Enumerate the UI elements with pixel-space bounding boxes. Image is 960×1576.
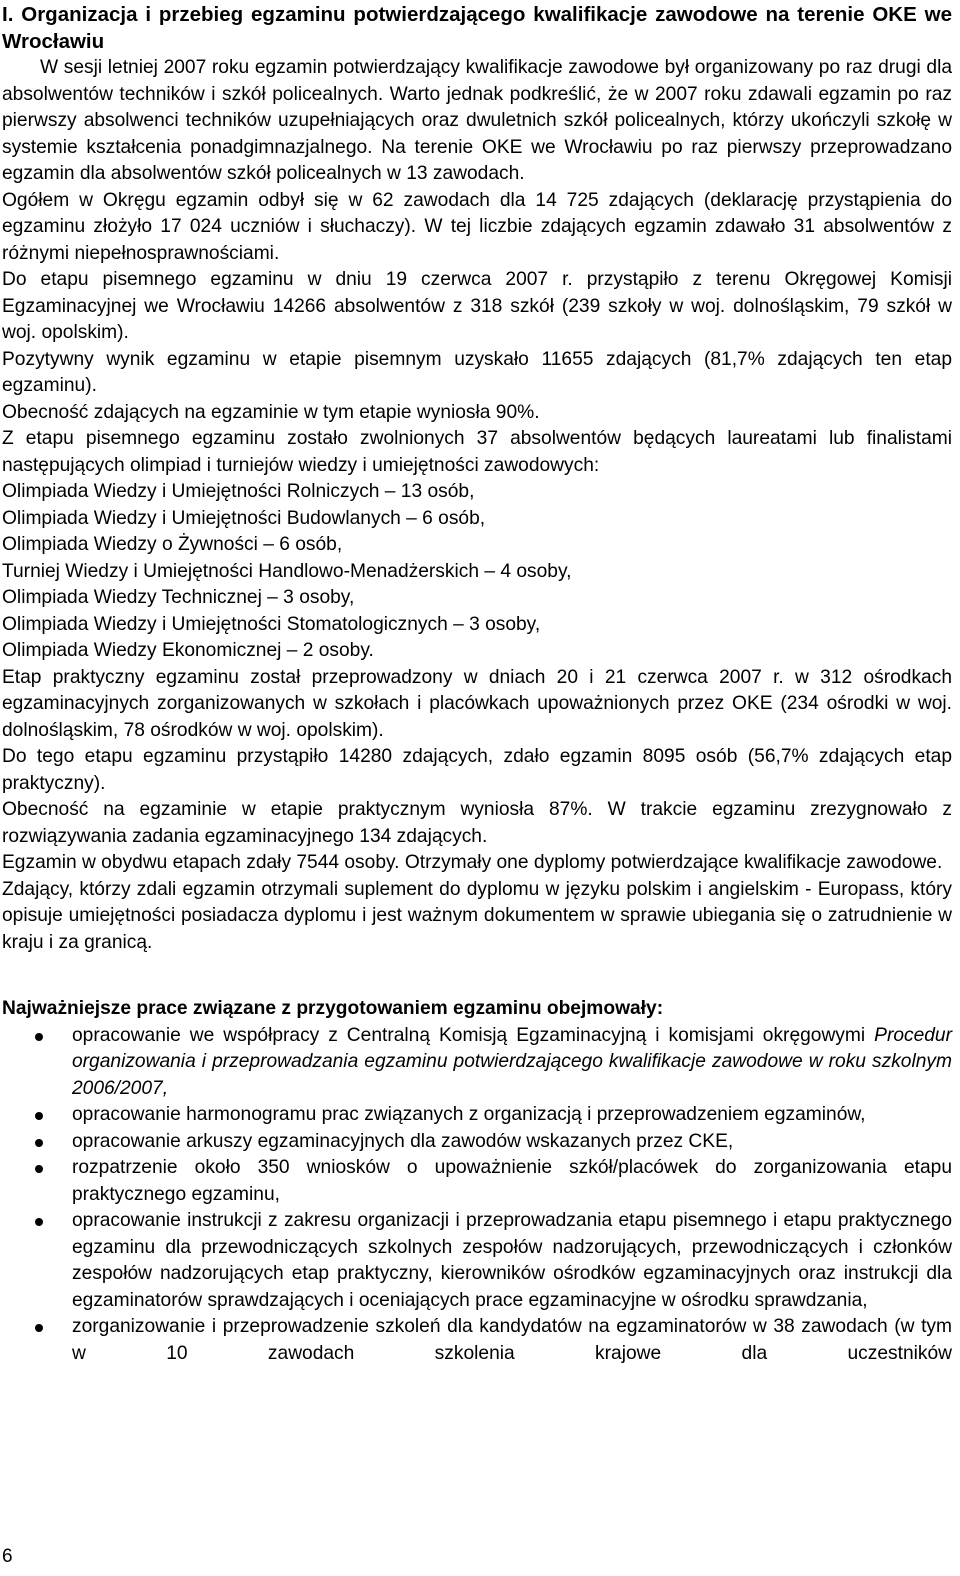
olympiad-item: Olimpiada Wiedzy i Umiejętności Rolniczych – 13 osób, — [2, 481, 475, 502]
bullet-icon — [35, 1139, 43, 1147]
task-item — [2, 1129, 952, 1156]
paragraph-totals: Ogółem w Okręgu egzamin odbył się w 62 zawodach dla 14 725 zdających (deklarację przystąpienia do egzaminu złożyło 17 024 uczniów i słuchaczy). W tej liczbie zdających egzamin zdawało 31 absolwentów z różnymi niepełnosprawnościami. — [2, 189, 952, 264]
olympiad-item: Olimpiada Wiedzy i Umiejętności Budowlanych – 6 osób, — [2, 507, 486, 529]
bullet-icon — [35, 1324, 43, 1332]
document-body — [2, 0, 952, 1367]
page-number: 6 — [2, 1546, 13, 1567]
olympiad-item: Olimpiada Wiedzy o Żywności – 6 osób, — [2, 534, 343, 555]
task-item — [2, 1023, 952, 1103]
paragraph-written-result: Pozytywny wynik egzaminu w etapie pisemnym uzyskało 11655 zdających (81,7% zdających ten etap egzaminu). — [2, 348, 952, 396]
paragraph-practical-attendance: Obecność na egzaminie w etapie praktycznym wyniosła 87%. W trakcie egzaminu zrezygnowało z rozwiązywania zadania egzaminacyjnego 134 zdających. — [2, 799, 952, 847]
olympiad-item: Olimpiada Wiedzy Ekonomicznej – 2 osoby. — [2, 640, 374, 661]
olympiad-list — [2, 479, 952, 665]
task-item — [2, 1208, 952, 1314]
paragraph-both-stages: Egzamin w obydwu etapach zdały 7544 osoby. Otrzymały one dyplomy potwierdzające kwalifikacje zawodowe. — [2, 852, 943, 873]
section-spacer — [2, 956, 952, 996]
task-text: rozpatrzenie około 350 wniosków o upoważnienie szkół/placówek do zorganizowania etapu praktycznego egzaminu, — [72, 1157, 952, 1205]
olympiad-item: Olimpiada Wiedzy Technicznej – 3 osoby, — [2, 587, 355, 608]
paragraph-written-stage: Do etapu pisemnego egzaminu w dniu 19 czerwca 2007 r. przystąpiło z terenu Okręgowej Komisji Egzaminacyjnej we Wrocławiu 14266 absolwentów z 318 szkół (239 szkoły w woj. dolnośląskim, 79 szkół w woj. opolskim). — [2, 269, 952, 343]
olympiad-item: Olimpiada Wiedzy i Umiejętności Stomatologicznych – 3 osoby, — [2, 613, 541, 635]
bullet-icon — [35, 1112, 43, 1120]
tasks-list — [2, 1023, 952, 1368]
task-item — [2, 1102, 952, 1129]
paragraph-written-attendance: Obecność zdających na egzaminie w tym etapie wyniosła 90%. — [2, 401, 540, 423]
tasks-heading: Najważniejsze prace związane z przygotowaniem egzaminu obejmowały: — [2, 998, 664, 1019]
paragraph-practical-result: Do tego etapu egzaminu przystąpiło 14280 zdających, zdało egzamin 8095 osób (56,7% zdających etap praktyczny). — [2, 746, 952, 794]
task-document-title: Procedur organizowania i przeprowadzania egzaminu potwierdzającego kwalifikacje zawodowe w roku szkolnym 2006/2007, — [72, 1024, 952, 1099]
task-item — [2, 1155, 952, 1208]
task-text: opracowanie we współpracy z Centralną Komisją Egzaminacyjną i komisjami okręgowymi — [72, 1024, 875, 1046]
task-text: opracowanie arkuszy egzaminacyjnych dla zawodów wskazanych przez CKE, — [72, 1130, 734, 1152]
task-text: opracowanie harmonogramu prac związanych z organizacją i przeprowadzeniem egzaminów, — [72, 1104, 866, 1125]
section-heading: I. Organizacja i przebieg egzaminu potwierdzającego kwalifikacje zawodowe na terenie OKE we Wrocławiu — [2, 3, 952, 53]
bullet-icon — [35, 1165, 43, 1173]
paragraph-intro: W sesji letniej 2007 roku egzamin potwierdzający kwalifikacje zawodowe był organizowany po raz drugi dla absolwentów techników i szkół policealnych. Warto jednak podkreślić, że w 2007 roku zdawali egzamin po raz pierwszy absolwenci techników uzupełniających oraz dwuletnich szkół policealnych, którzy ukończyli szkołę w systemie kształcenia ponadgimnazjalnego. Na terenie OKE we Wrocławiu po raz pierwszy przeprowadzano egzamin dla absolwentów szkół policealnych w 13 zawodach. — [2, 57, 952, 184]
task-text: opracowanie instrukcji z zakresu organizacji i przeprowadzania etapu pisemnego i etapu praktycznego egzaminu dla przewodniczących szkolnych zespołów nadzorujących, przewodniczących i członków zespołów nadzorujących etap praktyczny, kierowników ośrodków egzaminacyjnych oraz instrukcji dla egzaminatorów sprawdzających i oceniających prace egzaminacyjne w ośrodku sprawdzania, — [72, 1210, 952, 1311]
paragraph-practical-stage: Etap praktyczny egzaminu został przeprowadzony w dniach 20 i 21 czerwca 2007 r. w 312 ośrodkach egzaminacyjnych zorganizowanych w szkołach i placówkach upoważnionych przez OKE (234 ośrodki w woj. dolnośląskim, 78 ośrodków w woj. opolskim). — [2, 666, 952, 741]
bullet-icon — [35, 1218, 43, 1226]
task-item — [2, 1314, 952, 1367]
bullet-icon — [35, 1033, 43, 1041]
paragraph-exemptions: Z etapu pisemnego egzaminu zostało zwolnionych 37 absolwentów będących laureatami lub finalistami następujących olimpiad i turniejów wiedzy i umiejętności zawodowych: — [2, 428, 952, 476]
olympiad-item: Turniej Wiedzy i Umiejętności Handlowo-Menadżerskich – 4 osoby, — [2, 560, 572, 582]
paragraph-europass: Zdający, którzy zdali egzamin otrzymali suplement do dyplomu w języku polskim i angielskim - Europass, który opisuje umiejętności posiadacza dyplomu i jest ważnym dokumentem w sprawie ubiegania się o zatrudnienie w kraju i za granicą. — [2, 878, 952, 953]
task-text: zorganizowanie i przeprowadzenie szkoleń dla kandydatów na egzaminatorów w 38 zawodach (w tym w 10 zawodach szkolenia krajowe dla uczestników — [72, 1316, 952, 1364]
